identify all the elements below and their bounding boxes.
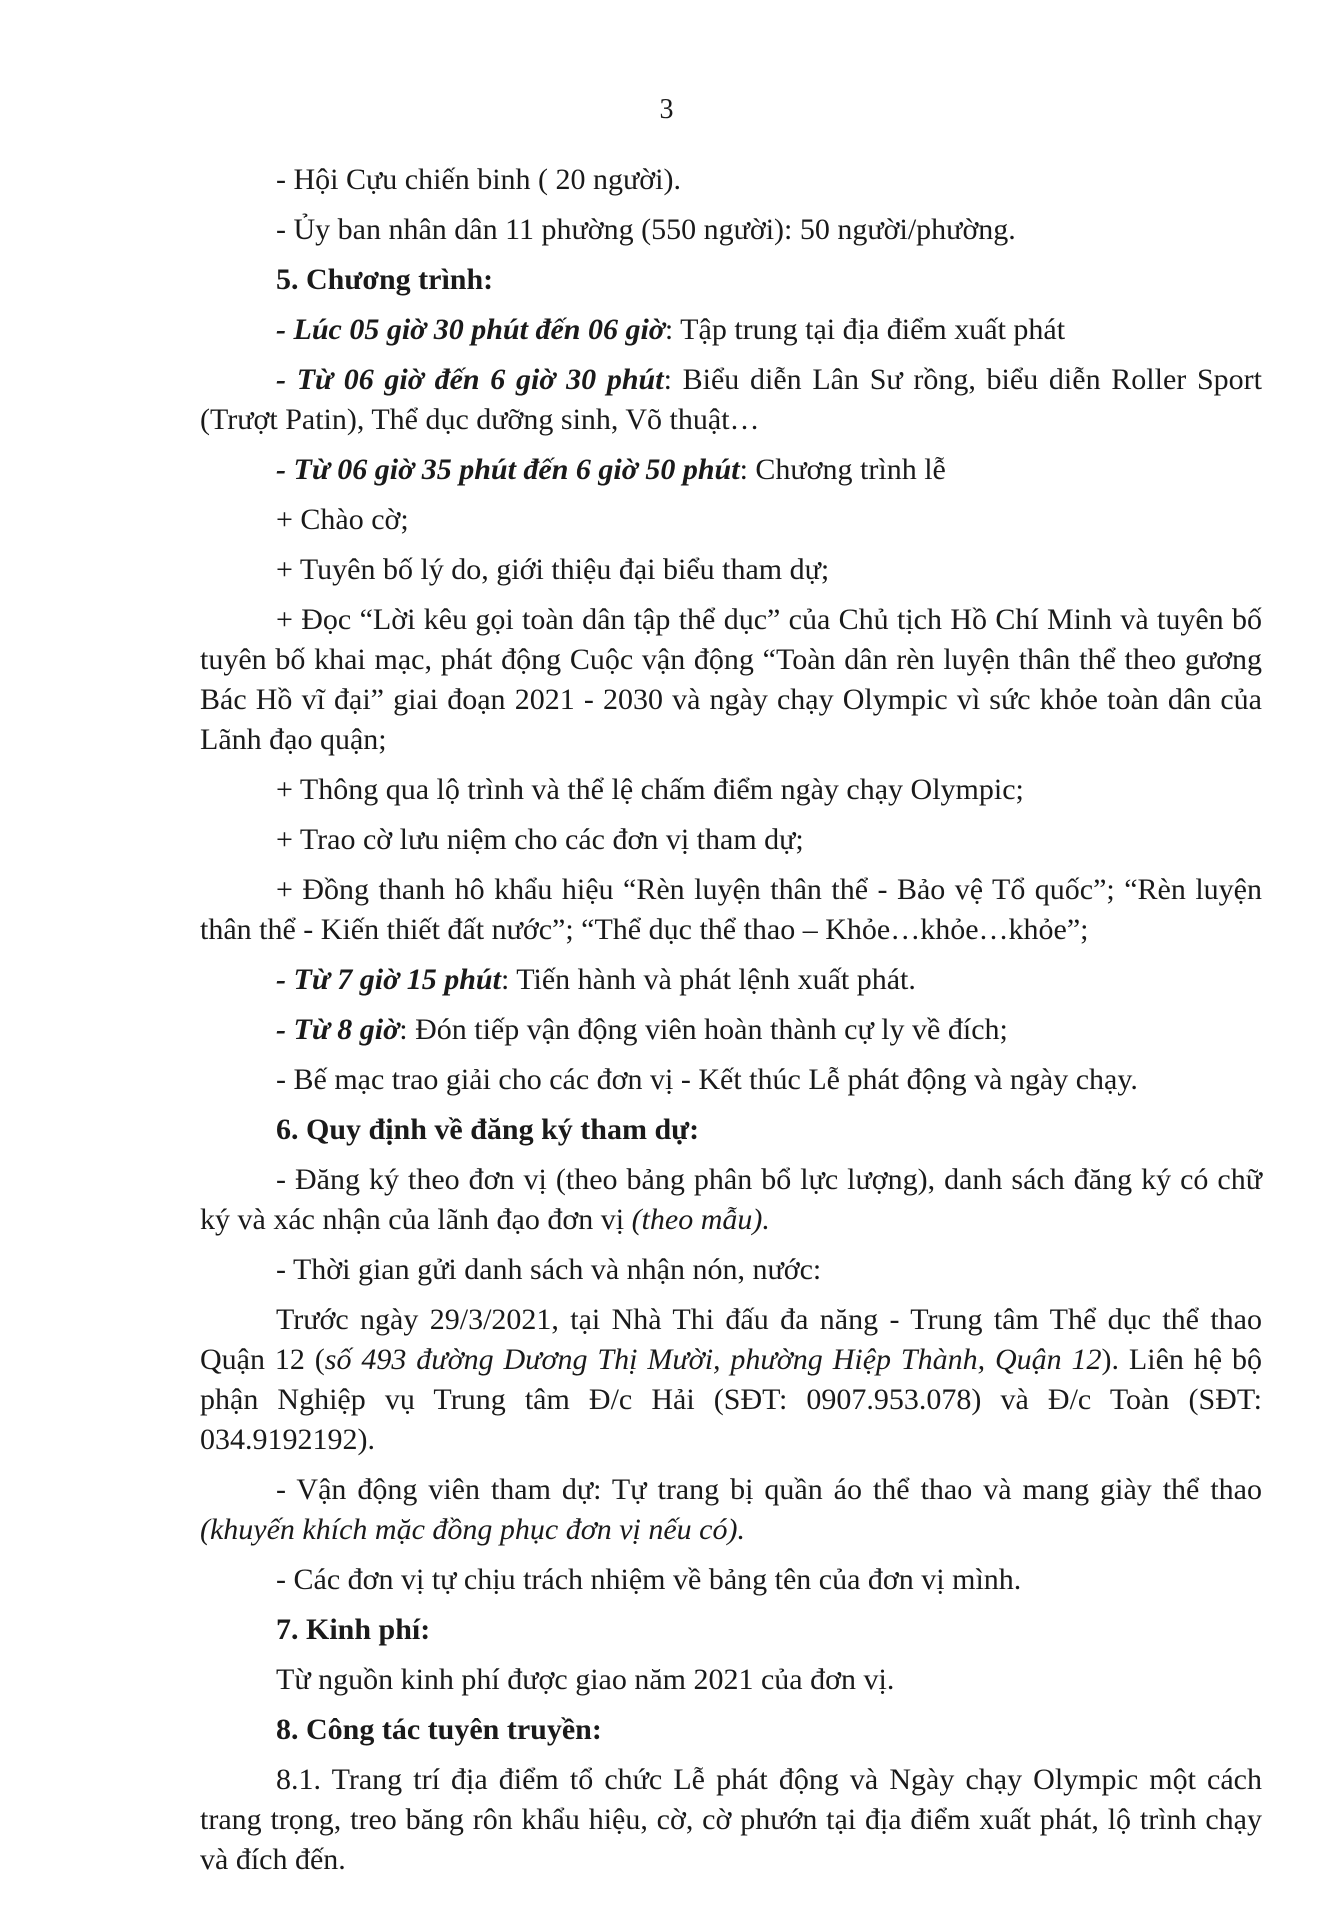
registration-text: - Vận động viên tham dự: Tự trang bị quần áo thể thao và mang giày thể thao xyxy=(276,1473,1262,1506)
schedule-item-1 xyxy=(200,310,1262,350)
registration-item-3 xyxy=(200,1300,1262,1460)
ceremony-item-2: + Tuyên bố lý do, giới thiệu đại biểu tham dự; xyxy=(276,553,830,586)
registration-text: - Đăng ký theo đơn vị (theo bảng phân bổ lực lượng), danh sách đăng ký có chữ ký và xác nhận của lãnh đạo đơn vị xyxy=(200,1163,1262,1236)
line-veterans: - Hội Cựu chiến binh ( 20 người). xyxy=(276,163,681,196)
registration-note: (khuyến khích mặc đồng phục đơn vị nếu có). xyxy=(200,1513,745,1546)
registration-note: (theo mẫu). xyxy=(631,1203,770,1236)
schedule-text: : Chương trình lễ xyxy=(739,453,946,486)
heading-registration: 6. Quy định về đăng ký tham dự: xyxy=(276,1113,700,1146)
schedule-item-6: - Bế mạc trao giải cho các đơn vị - Kết thúc Lễ phát động và ngày chạy. xyxy=(276,1063,1138,1096)
schedule-text: : Tập trung tại địa điểm xuất phát xyxy=(664,313,1066,346)
ceremony-item-6: + Đồng thanh hô khẩu hiệu “Rèn luyện thân thể - Bảo vệ Tổ quốc”; “Rèn luyện thân thể - Kiến thiết đất nước”; “Thể dục thể thao – Khỏe…khỏe…khỏe”; xyxy=(200,873,1262,946)
schedule-item-2 xyxy=(200,360,1262,440)
schedule-time: - Từ 7 giờ 15 phút xyxy=(276,963,501,996)
schedule-text: : Biểu diễn Lân Sư rồng, biểu diễn Roller Sport (Trượt Patin), Thể dục dưỡng sinh, Võ thuật… xyxy=(200,363,1262,436)
page-number: 3 xyxy=(659,94,674,125)
schedule-item-4 xyxy=(200,960,1262,1000)
heading-budget: 7. Kinh phí: xyxy=(276,1613,431,1646)
registration-item-5: - Các đơn vị tự chịu trách nhiệm về bảng tên của đơn vị mình. xyxy=(276,1563,1022,1596)
ceremony-item-4: + Thông qua lộ trình và thể lệ chấm điểm ngày chạy Olympic; xyxy=(276,773,1024,806)
budget-text: Từ nguồn kinh phí được giao năm 2021 của đơn vị. xyxy=(276,1663,895,1696)
registration-contact: ). Liên hệ bộ phận Nghiệp vụ Trung tâm Đ/c Hải (SĐT: 0907.953.078) và Đ/c Toàn (SĐT: 034.9192192). xyxy=(200,1343,1263,1456)
ceremony-item-3: + Đọc “Lời kêu gọi toàn dân tập thể dục” của Chủ tịch Hồ Chí Minh và tuyên bố tuyên bố khai mạc, phát động Cuộc vận động “Toàn dân rèn luyện thân thể theo gương Bác Hồ vĩ đại” giai đoạn 2021 - 2030 và ngày chạy Olympic vì sức khỏe toàn dân của Lãnh đạo quận; xyxy=(200,603,1262,756)
ceremony-item-5: + Trao cờ lưu niệm cho các đơn vị tham dự; xyxy=(276,823,804,856)
schedule-time: - Từ 06 giờ 35 phút đến 6 giờ 50 phút xyxy=(276,453,740,486)
registration-item-1 xyxy=(200,1160,1262,1240)
line-ward-committee: - Ủy ban nhân dân 11 phường (550 người): 50 người/phường. xyxy=(276,213,1016,246)
schedule-time: - Từ 8 giờ xyxy=(276,1013,400,1046)
schedule-time: - Từ 06 giờ đến 6 giờ 30 phút xyxy=(276,363,664,396)
schedule-item-5 xyxy=(200,1010,1262,1050)
registration-address: số 493 đường Dương Thị Mười, phường Hiệp Thành, Quận 12 xyxy=(324,1343,1102,1376)
schedule-text: : Đón tiếp vận động viên hoàn thành cự ly về đích; xyxy=(399,1013,1008,1046)
registration-item-2: - Thời gian gửi danh sách và nhận nón, nước: xyxy=(276,1253,822,1286)
registration-item-4 xyxy=(200,1470,1262,1550)
schedule-item-3 xyxy=(200,450,1262,490)
ceremony-item-1: + Chào cờ; xyxy=(276,503,409,536)
heading-communication: 8. Công tác tuyên truyền: xyxy=(276,1713,602,1746)
communication-item-1: 8.1. Trang trí địa điểm tổ chức Lễ phát động và Ngày chạy Olympic một cách trang trọng, treo băng rôn khẩu hiệu, cờ, cờ phướn tại địa điểm xuất phát, lộ trình chạy và đích đến. xyxy=(200,1763,1262,1876)
document-body xyxy=(200,160,1262,1890)
heading-program: 5. Chương trình: xyxy=(276,263,494,296)
schedule-time: - Lúc 05 giờ 30 phút đến 06 giờ xyxy=(276,313,665,346)
schedule-text: : Tiến hành và phát lệnh xuất phát. xyxy=(500,963,916,996)
registration-text: Trước ngày 29/3/2021, tại Nhà Thi đấu đa năng - Trung tâm Thể dục thể thao Quận 12 ( xyxy=(200,1303,1262,1376)
